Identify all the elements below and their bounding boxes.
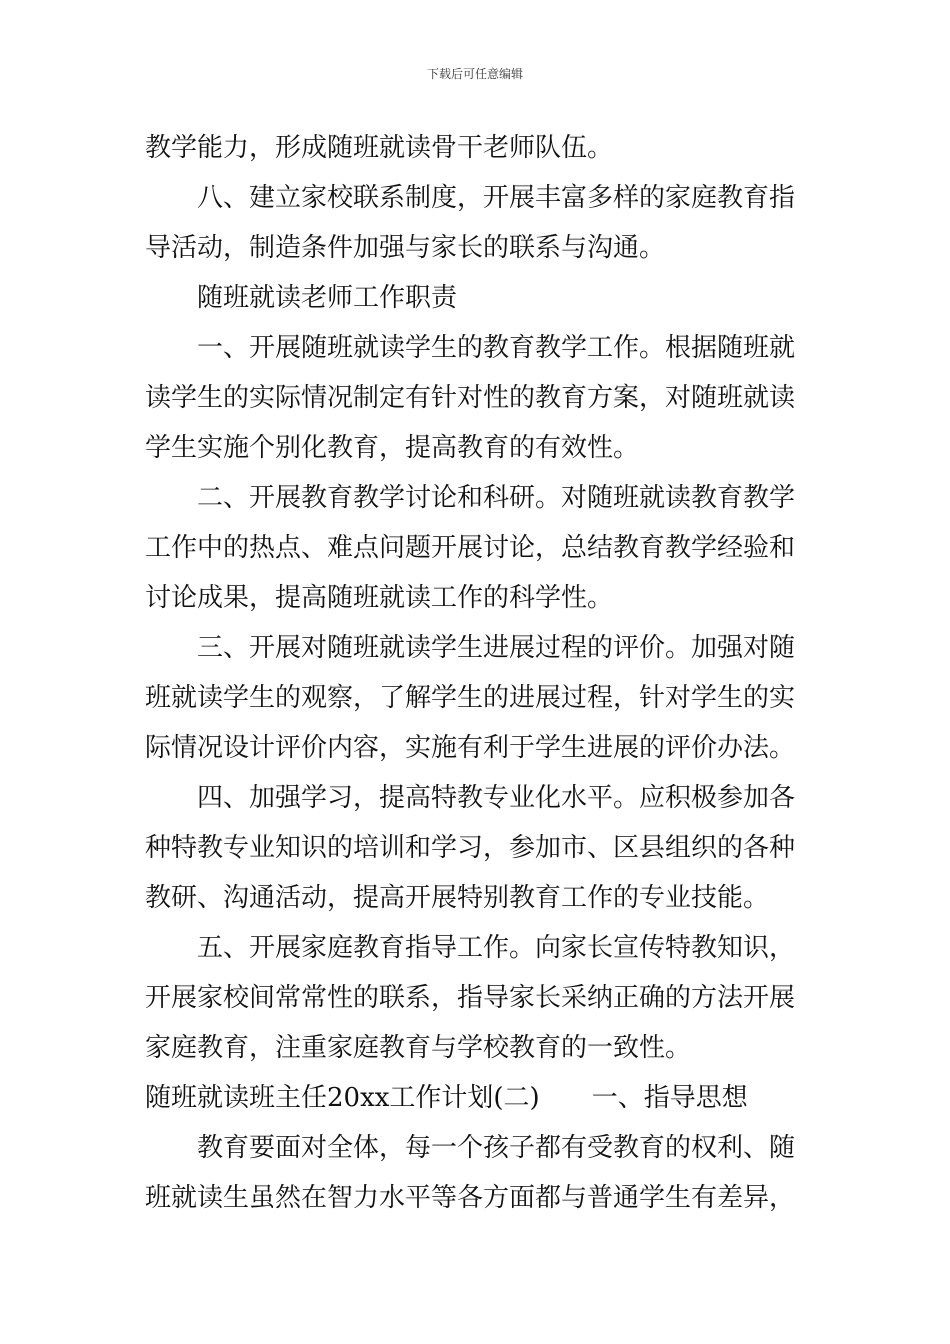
paragraph-line: 工作中的热点、难点问题开展讨论，总结教育教学经验和 [145,533,796,563]
paragraph-line: 教研、沟通活动，提高开展特别教育工作的专业技能。 [145,883,770,913]
paragraph-line: 五、开展家庭教育指导工作。向家长宣传特教知识， [145,933,796,963]
paragraph-line: 二、开展教育教学讨论和科研。对随班就读教育教学 [145,483,796,513]
paragraph-line: 班就读生虽然在智力水平等各方面都与普通学生有差异， [145,1183,796,1213]
paragraph-line: 一、开展随班就读学生的教育教学工作。根据随班就 [145,333,796,363]
paragraph-line: 四、加强学习，提高特教专业化水平。应积极参加各 [145,783,796,813]
paragraph-line: 开展家校间常常性的联系，指导家长采纳正确的方法开展 [145,983,796,1013]
paragraph-line: 教学能力，形成随班就读骨干老师队伍。 [145,133,614,163]
paragraph-line: 讨论成果，提高随班就读工作的科学性。 [145,583,614,613]
paragraph-line: 导活动，制造条件加强与家长的联系与沟通。 [145,233,666,263]
paragraph-line: 教育要面对全体，每一个孩子都有受教育的权利、随 [145,1133,796,1163]
page-header: 下载后可任意编辑 [426,67,523,81]
paragraph-line: 读学生的实际情况制定有针对性的教育方案，对随班就读 [145,383,796,413]
paragraph-line: 班就读学生的观察，了解学生的进展过程，针对学生的实 [145,683,796,713]
paragraph-line: 学生实施个别化教育，提高教育的有效性。 [145,433,640,463]
paragraph-line: 家庭教育，注重家庭教育与学校教育的一致性。 [145,1033,692,1063]
paragraph-line: 三、开展对随班就读学生进展过程的评价。加强对随 [145,633,796,663]
section-heading: 随班就读班主任20xx工作计划(二) 一、指导思想 [145,1083,748,1113]
paragraph-line: 八、建立家校联系制度，开展丰富多样的家庭教育指 [145,183,796,213]
paragraph-line: 际情况设计评价内容，实施有利于学生进展的评价办法。 [145,733,796,763]
paragraph-line: 种特教专业知识的培训和学习，参加市、区县组织的各种 [145,833,796,863]
section-heading: 随班就读老师工作职责 [145,283,458,313]
